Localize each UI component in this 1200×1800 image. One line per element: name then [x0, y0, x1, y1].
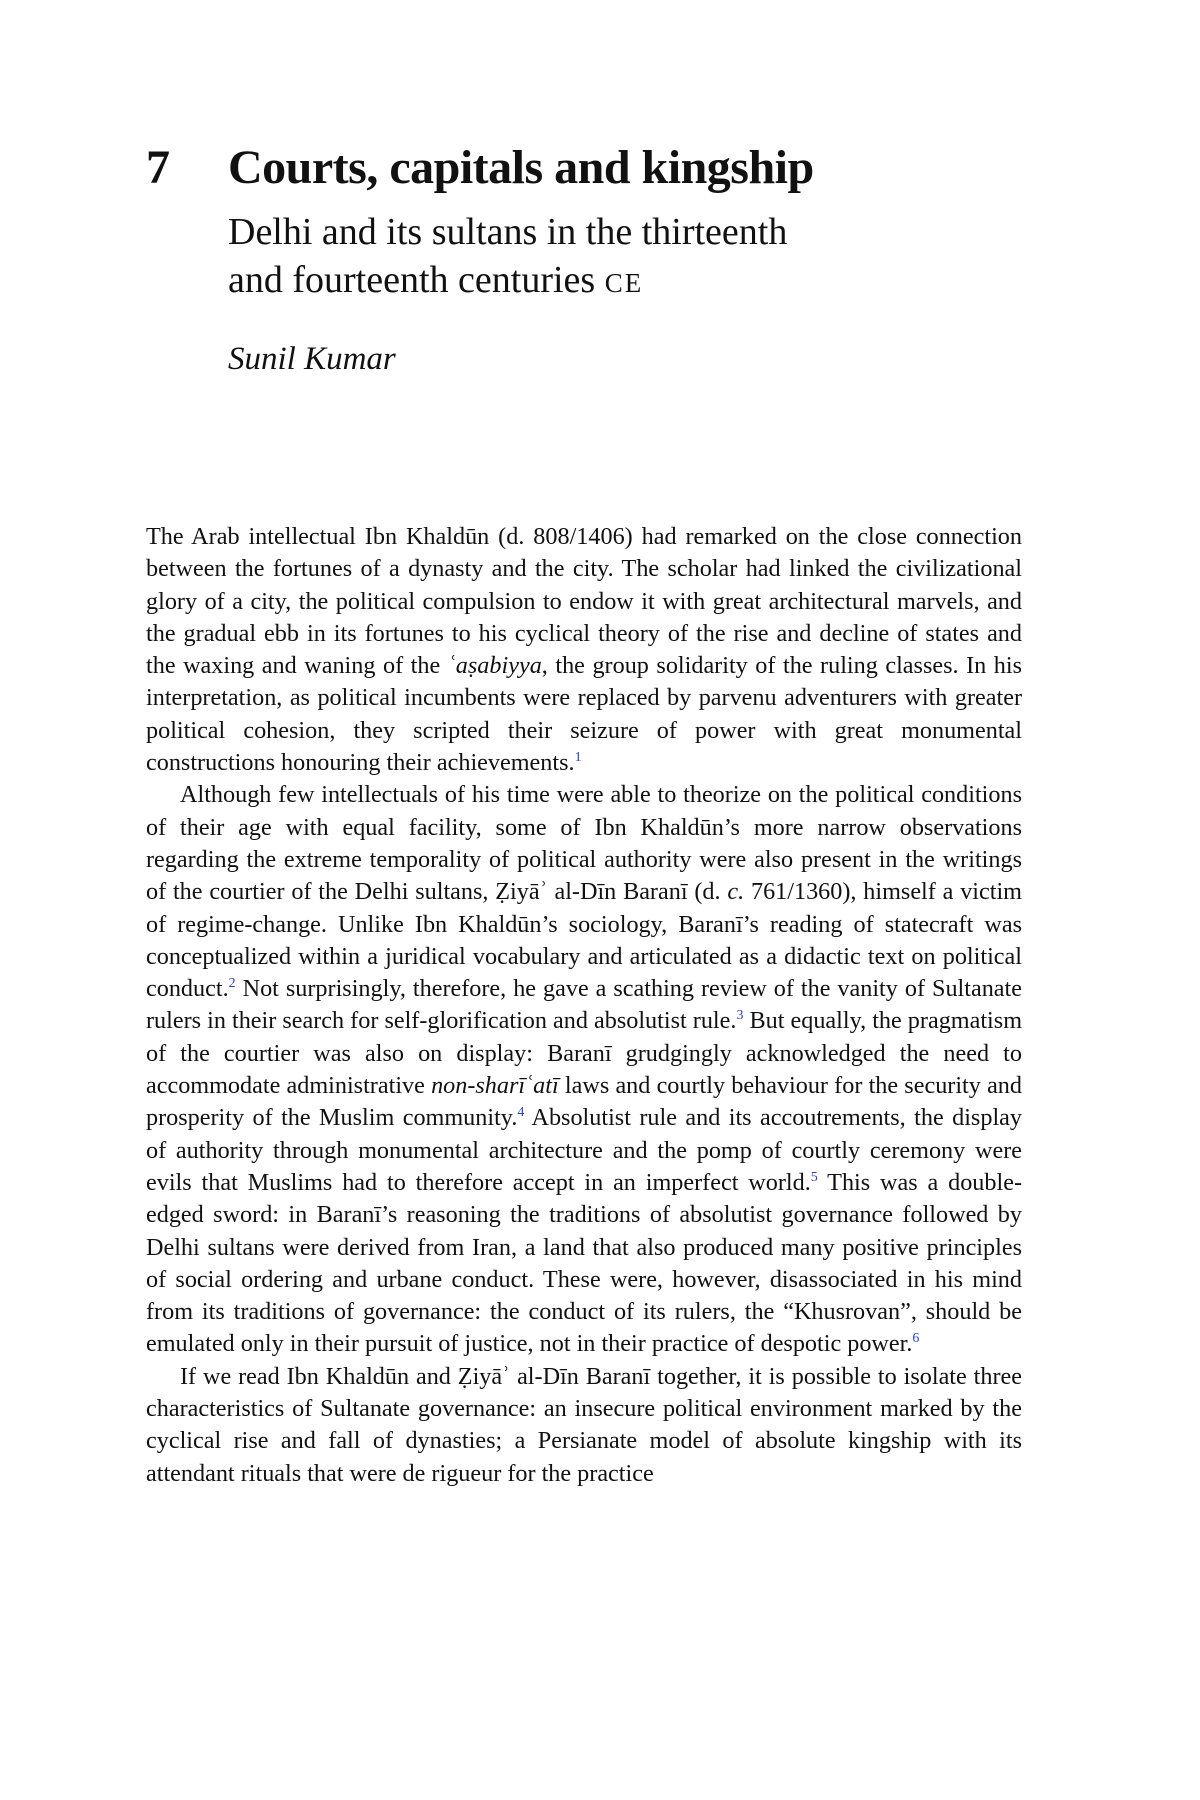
- chapter-number: 7: [146, 141, 170, 194]
- p2-text-3: Not surprisingly, therefore, he gave a scathing review of the vanity of Sultanate rulers in their search for self-glorification and absolutist rule.: [146, 975, 1022, 1035]
- p2-text-2: 761/1360), himself a victim of regime-change. Unlike Ibn Khaldūn’s sociology, Baranī’s reading of statecraft was conceptualized within a juridical vocabulary and articulated as a didactic text on political conduct.: [146, 878, 1022, 1003]
- author-name: Sunil Kumar: [228, 341, 396, 377]
- p2-text-4: But equally, the pragmatism of the courtier was also on display: Baranī grudgingly acknowledged the need to accommodate administrative: [146, 1007, 1023, 1100]
- chapter-heading: [146, 140, 1046, 379]
- p2-text-7: This was a double-edged sword: in Baranī’s reasoning the traditions of absolutist governance followed by Delhi sultans were derived from Iran, a land that also produced many positive principles of social ordering and urbane conduct. These were, however, disassociated in his mind from its traditions of governance: the conduct of its rulers, the “Khusrovan”, should be emulated only in their pursuit of justice, not in their practice of despotic power.: [146, 1168, 1022, 1358]
- chapter-title: Courts, capitals and kingship: [228, 141, 814, 194]
- paragraph-1: [146, 521, 1022, 779]
- p2-text-1: Although few intellectuals of his time were able to theorize on the political conditions of their age with equal facility, some of Ibn Khaldūn’s more narrow observations regarding the extreme temporality of political authority were also present in the writings of the courtier of the Delhi sultans, Ẓiyāʾ al-Dīn Baranī (d.: [146, 781, 1022, 906]
- chapter-title-line: [146, 140, 1046, 196]
- p1-italic-1: ʿaṣabiyya: [447, 652, 542, 680]
- subtitle-line-2-text: and fourteenth centuries: [228, 259, 596, 301]
- chapter-subtitle: [228, 208, 1046, 307]
- p3-text-1: If we read Ibn Khaldūn and Ẓiyāʾ al-Dīn Baranī together, it is possible to isolate three characteristics of Sultanate governance: an insecure political environment marked by the cyclical rise and fall of dynasties; a Persianate model of absolute kingship with its attendant rituals that were de rigueur for the practice: [146, 1362, 1022, 1487]
- footnote-ref-2[interactable]: 2: [228, 976, 236, 992]
- footnote-ref-3[interactable]: 3: [736, 1008, 744, 1024]
- subtitle-line-1: Delhi and its sultans in the thirteenth: [228, 211, 788, 253]
- paragraph-3: [146, 1361, 1022, 1490]
- p1-text-1: The Arab intellectual Ibn Khaldūn (d. 808/1406) had remarked on the close connection between the fortunes of a dynasty and the city. The scholar had linked the civilizational glory of a city, the political compulsion to endow it with great architectural marvels, and the gradual ebb in its fortunes to his cyclical theory of the rise and decline of states and the waxing and waning of the: [146, 523, 1022, 680]
- p2-italic-1: c.: [727, 878, 745, 906]
- p2-italic-2: non-sharīʿatī: [431, 1072, 559, 1100]
- paragraph-2: [146, 779, 1022, 1360]
- footnote-ref-5[interactable]: 5: [810, 1169, 818, 1185]
- footnote-ref-4[interactable]: 4: [517, 1105, 525, 1121]
- p2-text-5: laws and courtly behaviour for the security and prosperity of the Muslim community.: [146, 1072, 1022, 1132]
- subtitle-line-2: [228, 256, 1046, 307]
- era-mark: CE: [604, 268, 644, 298]
- body-text: [146, 521, 1022, 1490]
- p1-text-2: , the group solidarity of the ruling classes. In his interpretation, as political incumbents were replaced by parvenu adventurers with greater political cohesion, they scripted their seizure of power with great monumental constructions honouring their achievements.: [146, 652, 1022, 777]
- footnote-ref-1[interactable]: 1: [574, 750, 582, 766]
- p2-text-6: Absolutist rule and its accoutrements, the display of authority through monumental architecture and the pomp of courtly ceremony were evils that Muslims had to therefore accept in an imperfect world.: [146, 1104, 1022, 1196]
- footnote-ref-6[interactable]: 6: [912, 1331, 920, 1347]
